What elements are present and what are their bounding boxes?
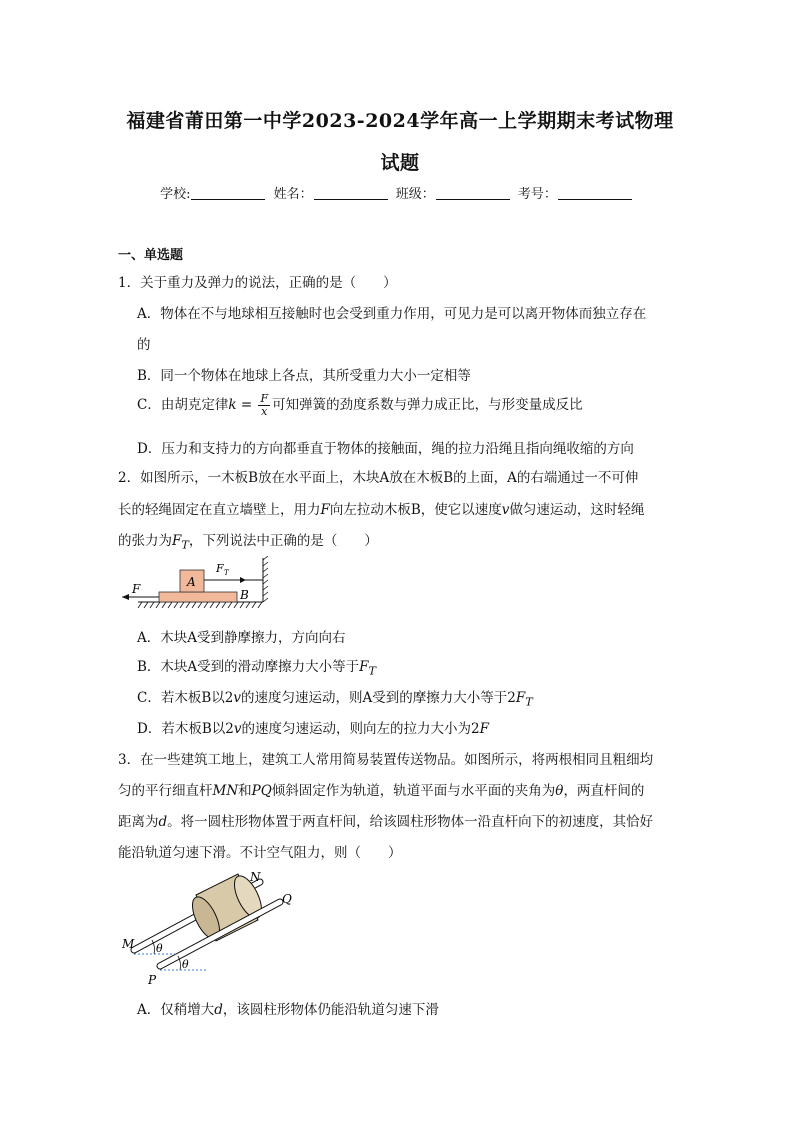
svg-text:N: N: [250, 870, 261, 884]
q1-option-a-line1: A．物体在不与地球相互接触时也会受到重力作用，可见力是可以离开物体而独立存在: [137, 306, 647, 322]
svg-text:Q: Q: [282, 892, 292, 906]
svg-text:F: F: [216, 562, 224, 575]
q1-stem: 1．关于重力及弹力的说法，正确的是（ ）: [118, 275, 397, 291]
q1-option-a-line2: 的: [137, 337, 151, 353]
q2-option-a: A．木块A受到静摩擦力，方向向右: [137, 630, 346, 646]
svg-text:P: P: [148, 973, 157, 987]
q2-option-d: D．若木板B以2v的速度匀速运动，则向左的拉力大小为2F: [137, 721, 489, 737]
q1-option-b: B．同一个物体在地球上各点，其所受重力大小一定相等: [137, 368, 471, 384]
q2-stem-line3: 的张力为$F_T$，下列说法中正确的是（ ）: [118, 533, 378, 552]
svg-text:B: B: [240, 588, 249, 602]
svg-text:F: F: [132, 582, 141, 596]
name-blank[interactable]: [314, 187, 388, 200]
class-label: 班级：: [395, 187, 435, 202]
name-label: 姓名：: [273, 187, 313, 202]
q3-stem-line1: 3．在一些建筑工地上，建筑工人常用简易装置传送物品。如图所示，将两根相同且粗细均: [118, 752, 654, 768]
board-b: [159, 592, 237, 602]
exam-title-line2: 试题: [380, 152, 420, 174]
svg-text:θ: θ: [182, 958, 189, 971]
q1-option-c: C．由胡克定律k = $\frac{F}{x}$ 可知弹簧的劲度系数与弹力成正比，与形变量成反比: [137, 392, 583, 418]
q2-stem-line2: 长的轻绳固定在直立墙壁上，用力F向左拉动木板B，使它以速度v做匀速运动，这时轻绳: [118, 502, 645, 518]
svg-text:A: A: [187, 575, 196, 589]
svg-text:T: T: [224, 569, 229, 577]
svg-text:M: M: [122, 937, 135, 951]
q2-option-c: C．若木板B以2v的速度匀速运动，则A受到的摩擦力大小等于$2F_T$: [137, 690, 533, 709]
school-blank[interactable]: [191, 187, 265, 200]
exam-no-blank[interactable]: [558, 187, 632, 200]
q3-stem-line3: 距离为d。将一圆柱形物体置于两直杆间，给该圆柱形物体一沿直杆向下的初速度，其恰好: [118, 814, 654, 830]
class-blank[interactable]: [436, 187, 510, 200]
q2-option-b: B．木块A受到的滑动摩擦力大小等于$F_T$: [137, 659, 377, 678]
q3-stem-line4: 能沿轨道匀速下滑。不计空气阻力，则（ ）: [118, 845, 402, 861]
q1-option-d: D．压力和支持力的方向都垂直于物体的接触面，绳的拉力沿绳且指向绳收缩的方向: [137, 441, 634, 457]
q3-option-a: A．仅稍增大d，该圆柱形物体仍能沿轨道匀速下滑: [137, 1002, 439, 1018]
q2-figure: [118, 556, 278, 612]
exam-no-label: 考号：: [517, 187, 557, 202]
school-label: 学校:: [160, 187, 191, 202]
q3-stem-line2: 匀的平行细直杆MN和PQ倾斜固定作为轨道，轨道平面与水平面的夹角为θ，两直杆间的: [118, 783, 645, 799]
section-heading: 一、单选题: [118, 248, 184, 263]
student-info-row: [0, 183, 794, 202]
exam-title-line1: 福建省莆田第一中学2023-2024学年高一上学期期末考试物理: [126, 110, 674, 132]
svg-text:θ: θ: [156, 942, 163, 955]
q2-stem-line1: 2．如图所示，一木板B放在水平面上，木块A放在木板B的上面，A的右端通过一不可伸: [118, 470, 639, 486]
hooke-fraction: $\frac{F}{x}$: [260, 392, 269, 418]
q3-figure: [118, 868, 308, 988]
